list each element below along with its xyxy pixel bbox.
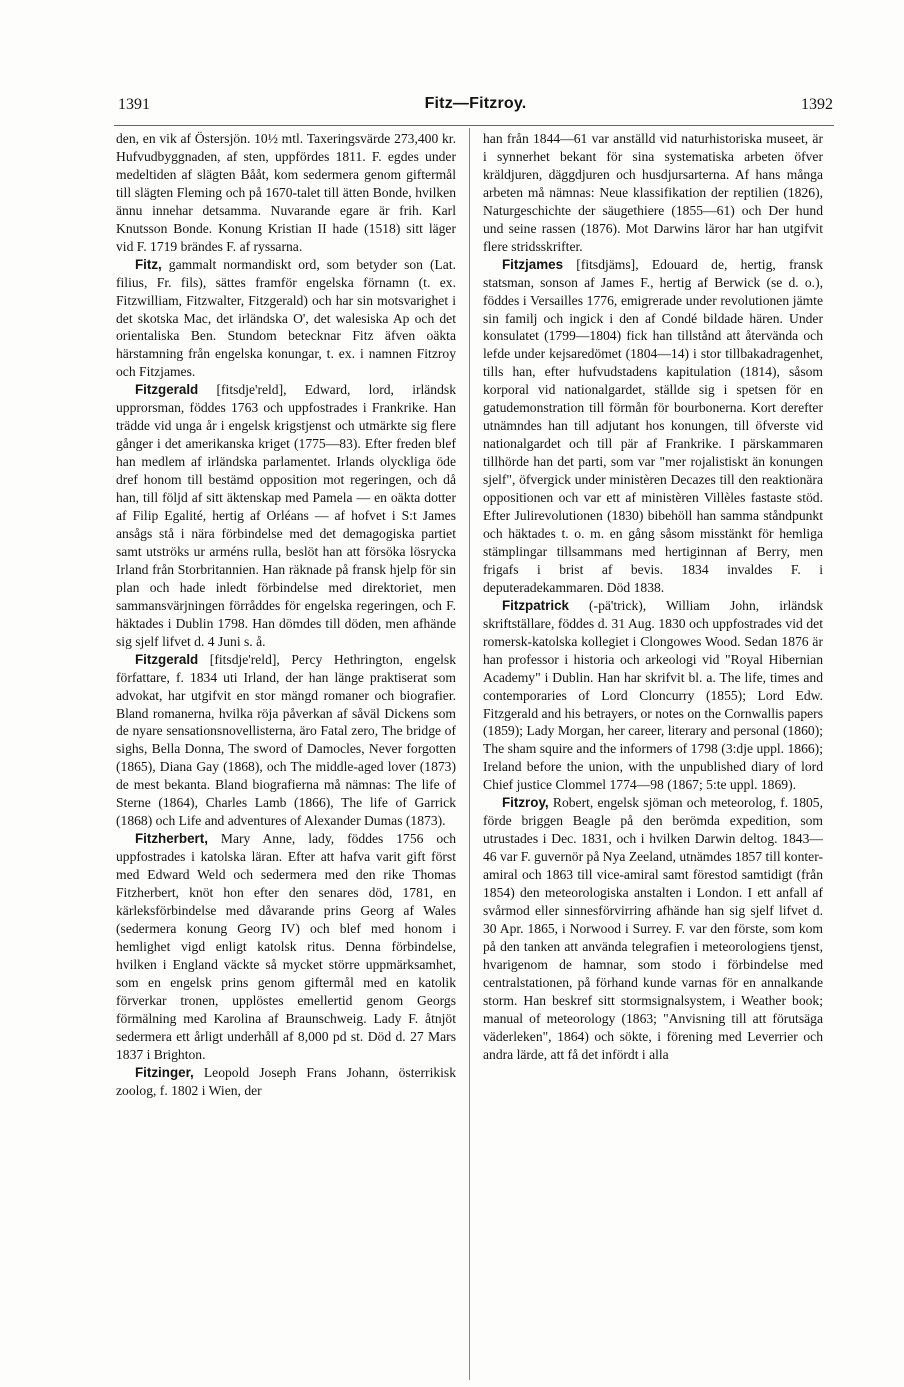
entry-headword: Fitzinger, — [135, 1064, 194, 1080]
entry-text: (-pä'trick), William John, irländsk skriftställare, föddes d. 31 Aug. 1830 och uppfostrades vid det romersk-katolska kollegiet i Clongowes Wood. Sedan 1876 är han professor i historia och arkeologi vid "Royal Hibernian Academy" i Dublin. Han har skrifvit bl. a. The life, times and contemporaries of Lord Cloncurry (1855); Lord Edw. Fitzgerald and his betrayers, or notes on the Cornwallis papers (1859); Lady Morgan, her career, literary and personal (1860); The sham squire and the informers of 1798 (3:dje uppl. 1866); Ireland before the union, with the unpublished diary of lord Chief justice Clommel 1774—98 (1867; 5:te uppl. 1869). — [483, 597, 823, 793]
entry-headword: Fitzpatrick — [502, 597, 569, 613]
entry-text: gammalt normandiskt ord, som betyder son (Lat. filius, Fr. fils), sättes framför engelska förnamn (t. ex. Fitzwilliam, Fitzwalter, Fitzgerald) och har sin motsvarighet i det skotska Mac, det irländska O', det walesiska Ap och det orientaliska Ben. Stundom betecknar Fitz äfven oäkta härstamning från engelska konungar, t. ex. i namnen Fitzroy och Fitzjames. — [116, 256, 456, 380]
entry — [483, 794, 823, 1063]
entry-text: han från 1844—61 var anställd vid naturhistoriska museet, är i synnerhet bekant för sina systematiska arbeten öfver kräldjuren, däggdjuren och husdjursarterna. Af hans många arbeten må nämnas: Neue klassifikation der reptilien (1826), Naturgeschichte der säugethiere (1855—61) och Der hund und seine rassen (1876). Mot Darwins läror har han utgifvit flere stridsskrifter. — [483, 131, 823, 254]
entry — [483, 597, 823, 794]
running-head: Fitz—Fitzroy. — [424, 95, 527, 112]
page-header — [118, 96, 833, 120]
entry-text: Leopold Joseph Frans Johann, österrikisk zoolog, f. 1802 i Wien, der — [116, 1064, 456, 1098]
entry-headword: Fitzroy, — [502, 795, 549, 811]
entry-headword: Fitz, — [135, 256, 162, 272]
entry — [116, 256, 456, 382]
entry — [116, 130, 456, 256]
left-column — [116, 130, 456, 1380]
entry — [116, 381, 456, 650]
entry-headword: Fitzgerald — [135, 382, 199, 398]
entry-text: [fitsdjäms], Edouard de, hertig, fransk statsman, sonson af James F., hertig af Berwick (se d. o.), föddes i Versailles 1776, emigrerade under revolutionen jämte sin familj och ingick i den af Condé bildade hären. Under konsulatet (1799—1804) fick han tillstånd att återvända och lefde under kejsaredömet (1804—14) i stor tillbakadragenhet, tills han, efter hufvudstadens kapitulation (1814), såsom korporal vid nationalgardet, ställde sig i spetsen för en gatudemonstration till förmån för bourbonerna. Kort derefter utnämndes han till adjutant hos konungen, till öfverste vid nationalgardet och till pär af Frankrike. I pärskammaren tillhörde han det parti, som var "mer rojalistiskt än konungen sjelf", öfvergick under ministèren Decazes till den reaktionära oppositionen och var ett af ministèren Villèles fastaste stöd. Efter Julirevolutionen (1830) bibehöll han samma ståndpunkt och häktades t. o. m. en gång såsom misstänkt för hemliga stämplingar tillsammans med hertiginnan af Berry, men frigafs i brist af bevis. 1834 invaldes F. i deputeradekammaren. Död 1838. — [483, 256, 823, 595]
page-number-right: 1392 — [801, 96, 833, 113]
page-number-left: 1391 — [118, 96, 150, 113]
entry — [116, 830, 456, 1063]
entry — [116, 1064, 456, 1100]
entry-headword: Fitzgerald — [135, 651, 199, 667]
entry — [483, 130, 823, 256]
entry — [116, 651, 456, 831]
entry-text: den, en vik af Östersjön. 10½ mtl. Taxeringsvärde 273,400 kr. Hufvudbyggnaden, af sten, uppfördes 1811. F. egdes under medeltiden af slägten Bååt, kom sedermera genom giftermål till slägten Fleming och på 1670-talet till ätten Bonde, hvilken ännu innehar detsamma. Nuvarande egare är frih. Karl Knutsson Bonde. Konung Kristian II hade (1518) sitt läger vid F. 1719 brändes F. af ryssarna. — [116, 131, 456, 254]
entry-text: Robert, engelsk sjöman och meteorolog, f. 1805, förde briggen Beagle på den berömda expedition, som utrustades i Dec. 1831, och i hvilken Darwin deltog. 1843—46 var F. guvernör på Nya Zeeland, utnämdes 1857 till konter-amiral och 1863 till vice-amiral samt förestod samtidigt (från 1854) den meteorologiska anstalten i London. I ett anfall af svårmod eller sinnesförvirring afhände han sig sjelf lifvet d. 30 Apr. 1865, i Norwood i Surrey. F. var den förste, som kom på den tanken att använda telegrafien i meteorologiens tjenst, hvarigenom de hamnar, som stodo i förbindelse med centralstationen, på förhand kunde varnas för en annalkande storm. Han beskref sitt stormsignalsystem, i Weather book; manual of meteorology (1863; "Anvisning till att förutsäga väderleken", 1864) och sökte, i förening med Leverrier och andra lärde, att få det infördt i alla — [483, 795, 823, 1062]
entry-headword: Fitzjames — [502, 256, 564, 272]
entry — [483, 256, 823, 597]
right-column — [483, 130, 823, 1380]
entry-headword: Fitzherbert, — [135, 831, 208, 847]
entry-text: [fitsdje'reld], Edward, lord, irländsk upprorsman, föddes 1763 och uppfostrades i Frankrike. Han trädde vid unga år i engelsk krigstjenst och utmärkte sig flere gånger i det amerikanska kriget (1775—83). Efter freden blef han medlem af irländska parlamentet. Irlands olyckliga öde dref honom till bestämd opposition mot regeringen, och då han, till följd af sitt äktenskap med Pamela — en oäkta dotter af Filip Egalité, hertig af Orléans — af hofvet i S:t James ansågs stå i nära förbindelse med det demagogiska partiet samt utströks ur arméns rulla, beslöt han att försöka lösrycka Irland från Storbritannien. Han räknade på fransk hjelp för sin plan och hade inledt förbindelse med direktoriet, men sammansvärjningen förråddes för engelska regeringen, och F. häktades i Dublin 1798. Han dömdes till döden, men afhände sig sjelf lifvet d. 4 Juni s. å. — [116, 382, 456, 649]
column-divider — [469, 128, 470, 1380]
entry-text: Mary Anne, lady, föddes 1756 och uppfostrades i katolska läran. Efter att hafva varit gift först med Edward Weld och sedermera med den rike Thomas Fitzherbert, knöt hon efter den senares död, 1781, en kärleksförbindelse med dåvarande prins Georg af Wales (sedermera konung Georg IV) och blef med honom i hemlighet vigd enligt katolsk ritus. Denna förbindelse, hvilken i England väckte så mycket större uppmärksamhet, som en engelsk prins genom giftermål med en katolik förverkar tronen, upplöstes emellertid genom Georgs förmälning med Karolina af Braunschweig. Lady F. åtnjöt sedermera ett årligt underhåll af 8,000 pd st. Död d. 27 Mars 1837 i Brighton. — [116, 831, 456, 1062]
header-rule — [114, 125, 834, 126]
entry-text: [fitsdje'reld], Percy Hethrington, engelsk författare, f. 1834 uti Irland, der han länge praktiserat som advokat, har utgifvit en stor mängd romaner och biografier. Bland romanerna, hvilka röja påverkan af såväl Dickens som de nyare sensationsnovellisterna, äro Fatal zero, The bridge of sighs, Bella Donna, The sword of Damocles, Never forgotten (1865), Diana Gay (1868), och The middle-aged lover (1873) de mest bekanta. Bland biografierna må nämnas: The life of Sterne (1864), Charles Lamb (1866), The life of Garrick (1868) och Life and adventures of Alexander Dumas (1873). — [116, 651, 456, 829]
